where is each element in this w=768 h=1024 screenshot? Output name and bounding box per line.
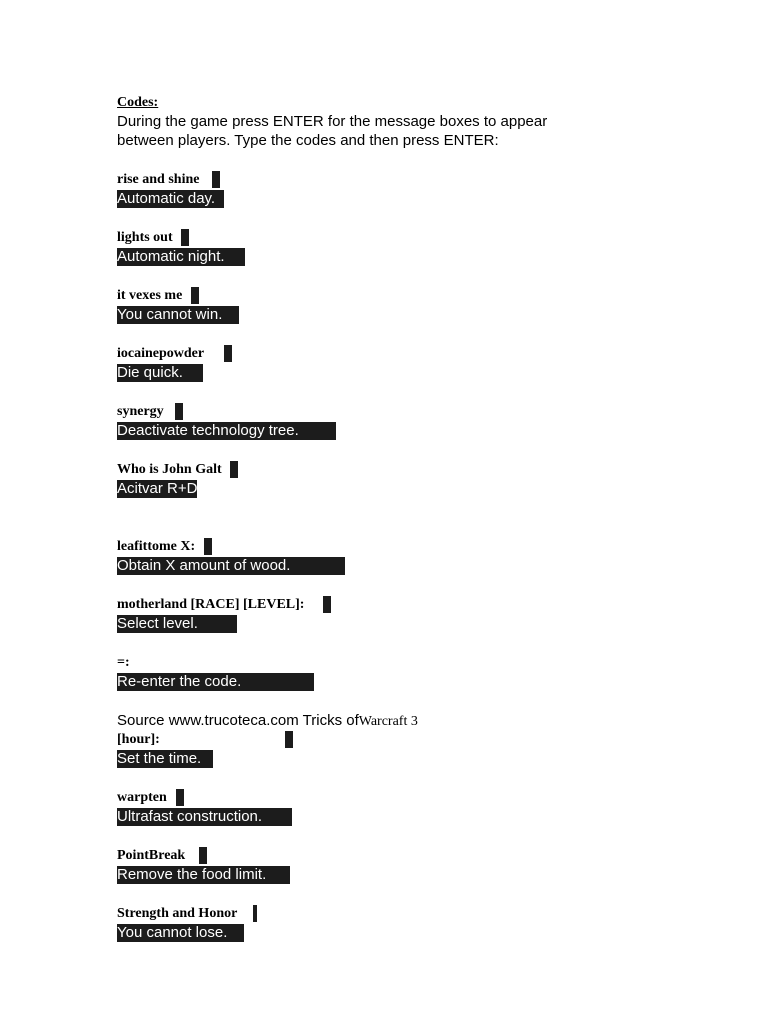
cheat-code-text: lights out (117, 230, 173, 245)
intro-text-line-1: During the game press ENTER for the message boxes to appear (117, 113, 548, 130)
source-prefix: Source www.trucoteca.com Tricks of (117, 712, 359, 729)
cheat-code-hour (117, 730, 160, 749)
cheat-code-text: rise and shine (117, 172, 200, 187)
redaction-block (204, 538, 212, 555)
cheat-code-text: PointBreak (117, 848, 186, 863)
redaction-block (285, 731, 293, 748)
cheat-effect-text: Automatic night. (117, 248, 245, 266)
cheat-code-text: synergy (117, 404, 164, 419)
cheat-effect-text: You cannot lose. (117, 924, 244, 942)
redaction-block (323, 596, 331, 613)
cheat-code-text: warpten (117, 790, 167, 805)
cheat-code-warpten (117, 788, 167, 807)
cheat-effect-text: Ultrafast construction. (117, 808, 292, 826)
cheat-code-strength-and-honor (117, 904, 237, 923)
cheat-effect-text: Die quick. (117, 364, 203, 382)
cheat-effect-ultrafast-construction (117, 807, 292, 826)
redaction-block (230, 461, 238, 478)
cheat-effect-die-quick (117, 363, 203, 382)
cheat-code-synergy (117, 402, 164, 421)
cheat-effect-reenter-code (117, 672, 314, 691)
cheat-code-text: it vexes me (117, 288, 183, 303)
cheat-effect-set-time (117, 749, 213, 768)
cheat-code-leafittome (117, 537, 195, 556)
redaction-block (199, 847, 207, 864)
cheat-code-text: iocainepowder (117, 346, 205, 361)
cheat-effect-remove-food-limit (117, 865, 290, 884)
source-game: Warcraft 3 (358, 714, 418, 729)
cheat-effect-cannot-lose (117, 923, 244, 942)
cheat-effect-automatic-night (117, 247, 245, 266)
cheat-effect-text: Re-enter the code. (117, 673, 314, 691)
codes-heading-label: Codes: (117, 95, 159, 110)
redaction-block (253, 905, 257, 922)
redaction-block (212, 171, 220, 188)
cheat-code-equals (117, 653, 130, 672)
cheat-effect-text: Acitvar R+D (117, 480, 198, 497)
cheat-code-lights-out (117, 228, 173, 247)
cheat-code-it-vexes-me (117, 286, 182, 305)
codes-heading (117, 93, 180, 112)
cheat-effect-text: Obtain X amount of wood. (117, 557, 345, 575)
cheat-effect-text: Set the time. (117, 750, 213, 768)
cheat-effect-text: Automatic day. (117, 190, 224, 208)
cheat-code-text: leafittome X: (117, 539, 196, 554)
cheat-code-text: Who is John Galt (117, 462, 222, 477)
cheat-code-text: motherland [RACE] [LEVEL]: (117, 597, 305, 612)
cheat-effect-text: Remove the food limit. (117, 866, 290, 884)
redaction-block (181, 229, 189, 246)
cheat-code-text: Strength and Honor (117, 906, 238, 921)
cheat-code-pointbreak (117, 846, 185, 865)
cheat-effect-text: You cannot win. (117, 306, 239, 324)
cheat-effect-select-level (117, 614, 237, 633)
cheat-effect-cannot-win (117, 305, 239, 324)
redaction-block (191, 287, 199, 304)
cheat-effect-text: Select level. (117, 615, 237, 633)
cheat-effect-automatic-day (117, 189, 224, 208)
cheat-code-iocainepowder (117, 344, 204, 363)
redaction-block (224, 345, 232, 362)
cheat-code-who-is-john-galt (117, 460, 222, 479)
cheat-code-text: [hour]: (117, 732, 160, 747)
cheat-code-rise-and-shine (117, 170, 199, 189)
cheat-effect-text: Deactivate technology tree. (117, 422, 336, 440)
cheat-code-motherland (117, 595, 304, 614)
cheat-effect-deactivate-tech-tree (117, 421, 336, 440)
cheat-code-text: =: (117, 655, 130, 670)
cheat-effect-obtain-wood (117, 556, 345, 575)
cheat-effect-acitvar-rd (117, 479, 197, 498)
source-line (117, 711, 418, 730)
redaction-block (176, 789, 184, 806)
intro-text-line-2: between players. Type the codes and then press ENTER: (117, 132, 499, 149)
redaction-block (175, 403, 183, 420)
